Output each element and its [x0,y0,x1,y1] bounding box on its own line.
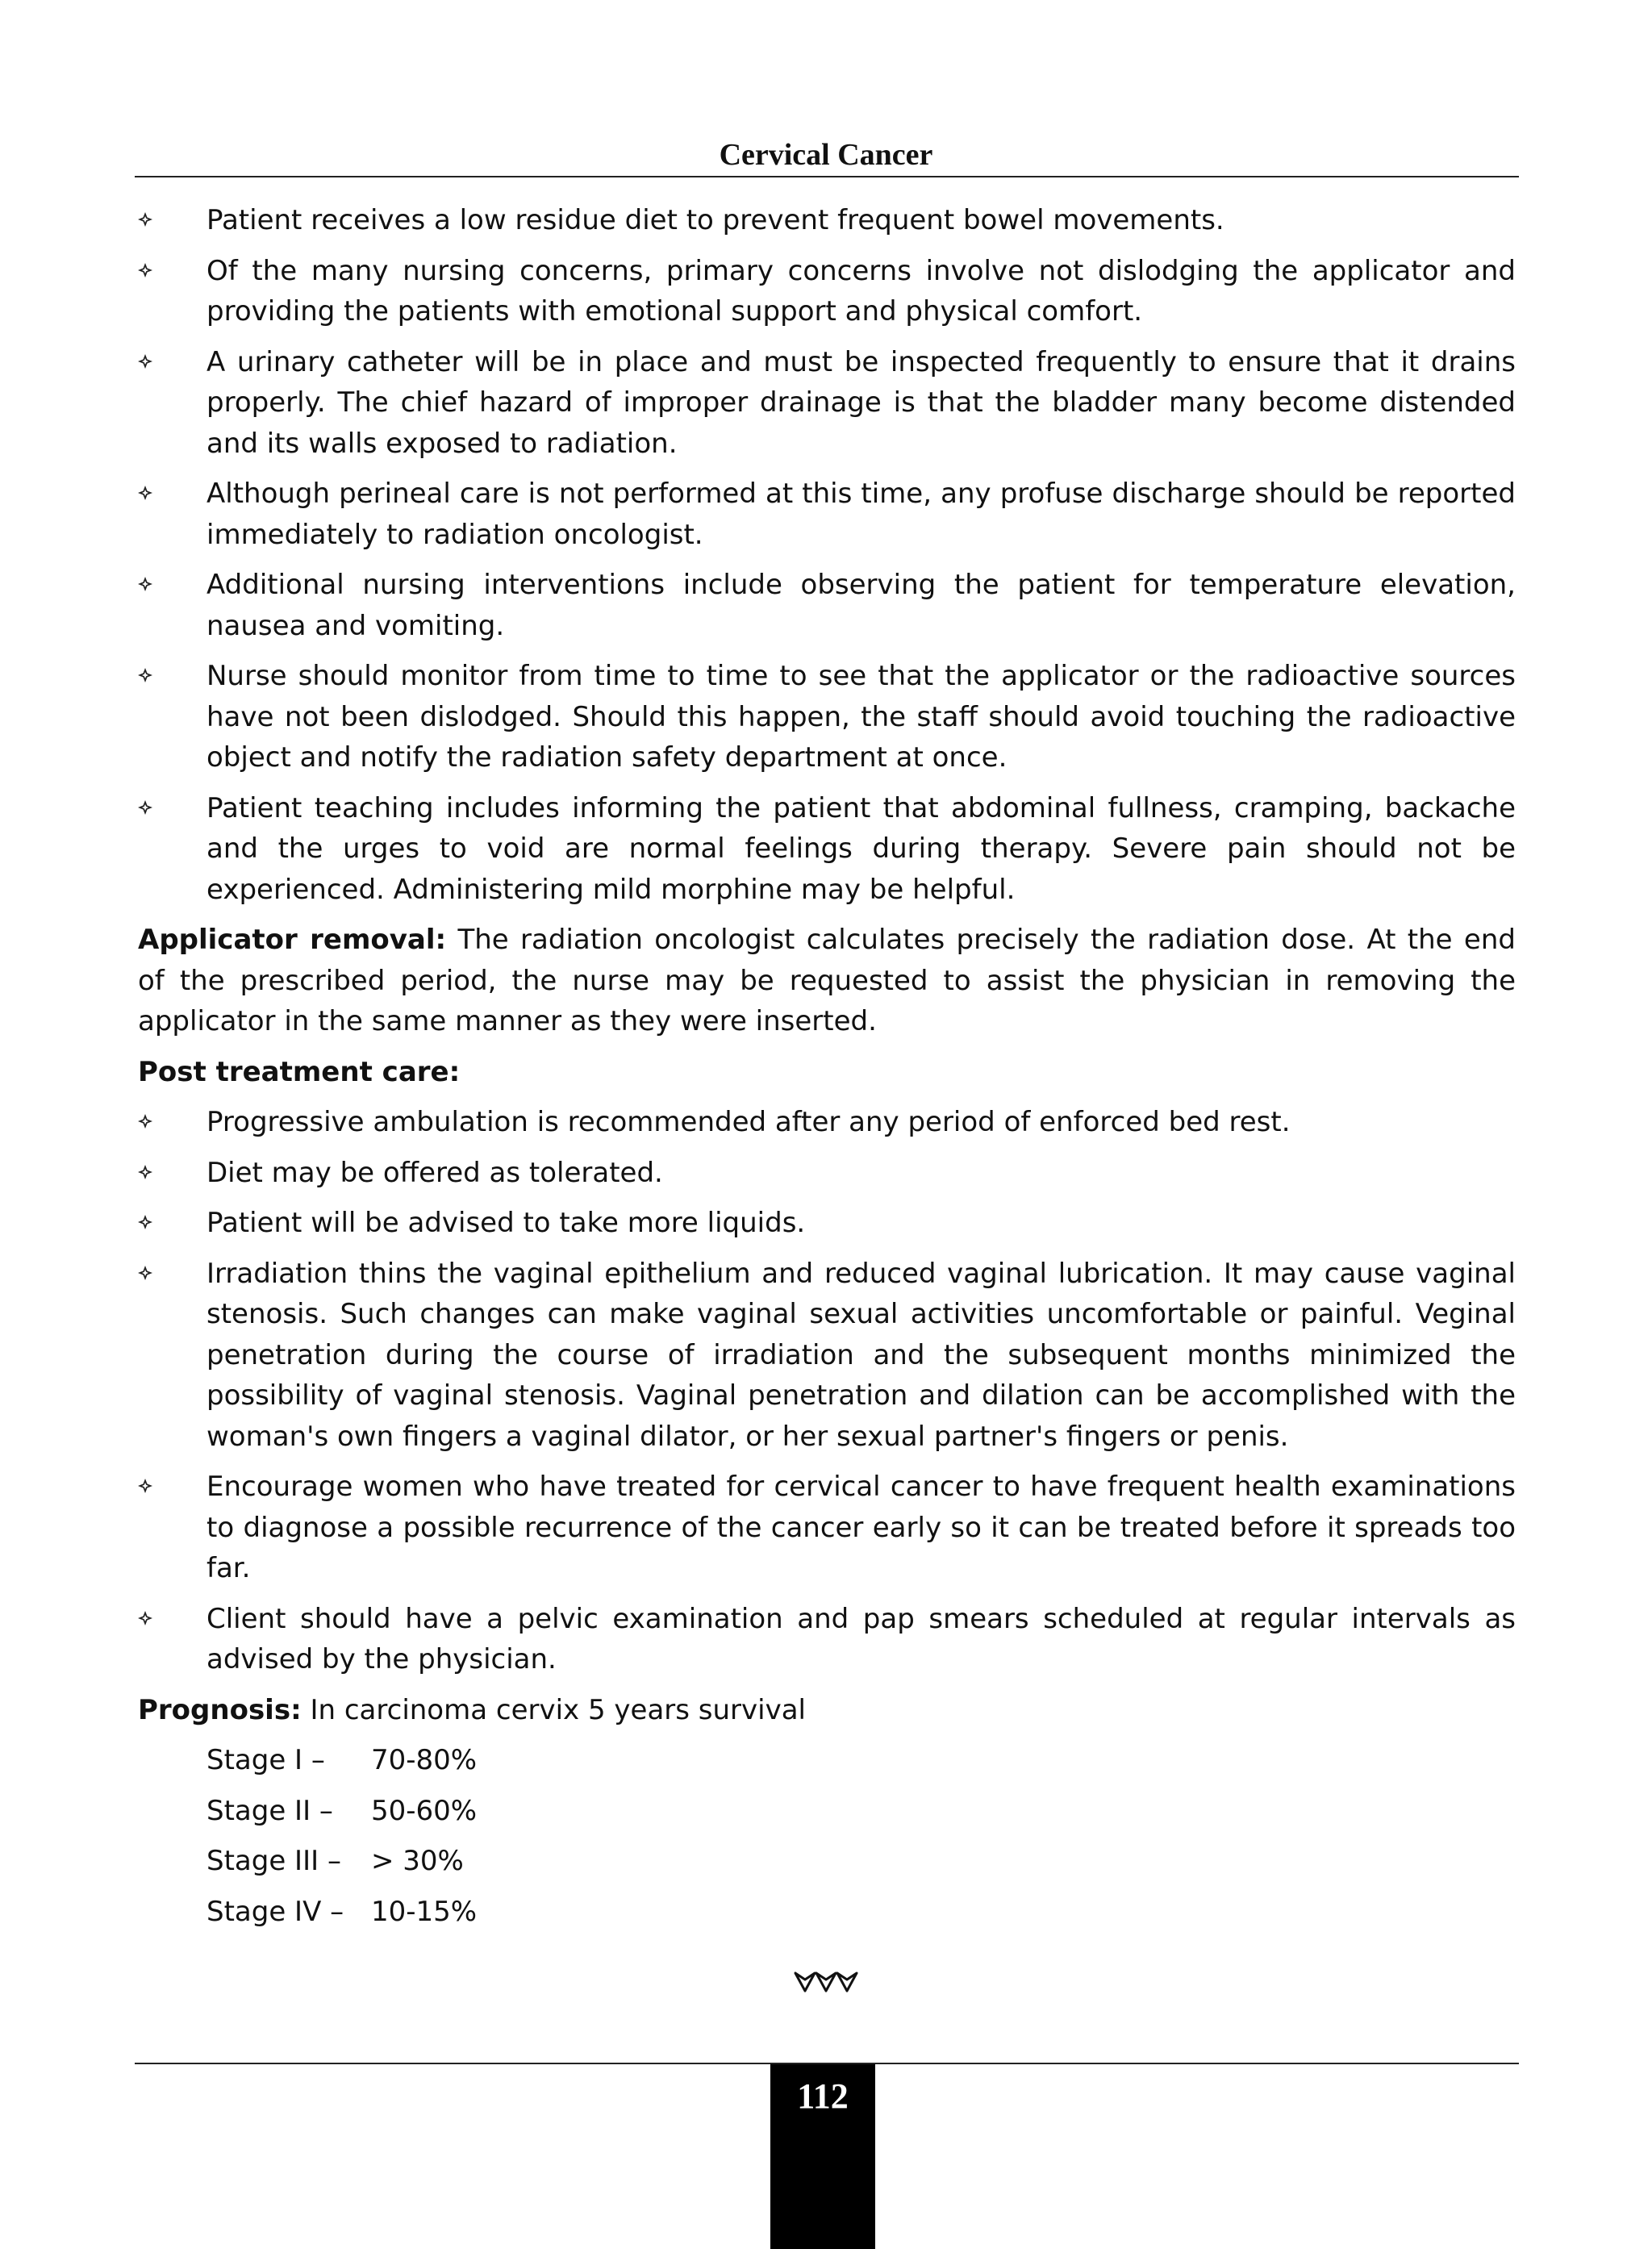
list-item [138,200,1516,241]
list-item [138,1254,1516,1458]
page-body [138,200,1516,1942]
list-item-text: Client should have a pelvic examination and pap smears scheduled at regular intervals as advised by the physician. [206,1602,1516,1675]
list-item-text: Patient will be advised to take more liquids. [206,1207,806,1239]
list-item [138,565,1516,646]
stage-label: Stage IV – [206,1895,344,1928]
list-item [138,474,1516,555]
list-item [138,1102,1516,1143]
page-number-tab [770,2064,875,2249]
stage-row [138,1841,1516,1882]
applicator-removal-text: The radiation oncologist calculates precisely the radiation dose. At the end of the prescribed period, the nurse may be requested to assist the physician in removing the applicator in the same manner as they were inserted. [138,924,1516,1037]
diamond-bullet-icon [138,656,157,696]
list-item-text: Encourage women who have treated for cervical cancer to have frequent health examinations to diagnose a possible recurrence of the cancer early so it can be treated before it spreads too far. [206,1471,1516,1584]
list-item [138,656,1516,778]
list-item [138,1153,1516,1194]
list-item-text: Nurse should monitor from time to time to see that the applicator or the radioactive sources have not been dislodged. Should this happen, the staff should avoid touching the radioactive object and notify the radiation safety department at once. [206,660,1516,774]
stage-row [138,1791,1516,1832]
list-item-text: Of the many nursing concerns, primary concerns involve not dislodging the applicator and providing the patients with emotional support and physical comfort. [206,254,1516,328]
diamond-bullet-icon [138,1599,157,1639]
diamond-bullet-icon [138,1254,157,1294]
diamond-bullet-icon [138,1102,157,1142]
list-item [138,1599,1516,1680]
list-item-text: Progressive ambulation is recommended after any period of enforced bed rest. [206,1106,1291,1138]
page-header-title: Cervical Cancer [719,138,933,172]
stage-value: 10-15% [371,1895,478,1928]
diamond-bullet-icon [138,474,157,514]
list-item-text: Patient teaching includes informing the patient that abdominal fullness, cramping, backache and the urges to void are normal feelings during therapy. Severe pain should not be experienced. Administering mild morphine may be helpful. [206,791,1516,906]
nursing-care-list [138,200,1516,910]
section-end-ornament-icon [0,1968,1652,2001]
diamond-bullet-icon [138,788,157,828]
diamond-bullet-icon [138,1467,157,1507]
list-item-text: Patient receives a low residue diet to prevent frequent bowel movements. [206,204,1224,236]
list-item [138,1203,1516,1244]
list-item-text: Diet may be offered as tolerated. [206,1156,663,1189]
header-divider [135,176,1519,177]
list-item-text: Additional nursing interventions include observing the patient for temperature elevation, nausea and vomiting. [206,569,1516,642]
stage-row [138,1892,1516,1933]
diamond-bullet-icon [138,1203,157,1243]
page-number: 112 [797,2076,849,2116]
stage-value: 50-60% [371,1794,478,1827]
diamond-bullet-icon [138,251,157,291]
diamond-bullet-icon [138,1153,157,1193]
stage-label: Stage II – [206,1794,333,1827]
post-treatment-list [138,1102,1516,1680]
post-treatment-heading: Post treatment care: [138,1055,461,1088]
stage-value: > 30% [371,1845,464,1877]
list-item [138,788,1516,911]
list-item [138,342,1516,465]
list-item [138,1467,1516,1589]
applicator-removal-label: Applicator removal: [138,924,447,956]
applicator-removal-paragraph [138,920,1516,1042]
list-item-text: Although perineal care is not performed at this time, any profuse discharge should be reported immediately to radiation oncologist. [206,478,1516,551]
prognosis-paragraph [138,1690,1516,1731]
prognosis-text: In carcinoma cervix 5 years survival [301,1693,806,1726]
stage-label: Stage III – [206,1845,341,1877]
stage-label: Stage I – [206,1744,334,1776]
list-item-text: Irradiation thins the vaginal epithelium and reduced vaginal lubrication. It may cause vaginal stenosis. Such changes can make vaginal sexual activities uncomfortable or painful. Veginal penetration during the course of irradiation and the subsequent months minimized the possibility of vaginal stenosis. Vaginal penetration and dilation can be accomplished with the woman's own fingers a vaginal dilator, or her sexual partner's fingers or penis. [206,1257,1516,1453]
prognosis-label: Prognosis: [138,1693,302,1726]
diamond-bullet-icon [138,342,157,382]
diamond-bullet-icon [138,565,157,605]
stage-row [138,1740,1516,1781]
diamond-bullet-icon [138,200,157,240]
list-item [138,251,1516,332]
stage-value: 70-80% [371,1744,478,1776]
list-item-text: A urinary catheter will be in place and must be inspected frequently to ensure that it drains properly. The chief hazard of improper drainage is that the bladder many become distended and its walls exposed to radiation. [206,345,1516,460]
